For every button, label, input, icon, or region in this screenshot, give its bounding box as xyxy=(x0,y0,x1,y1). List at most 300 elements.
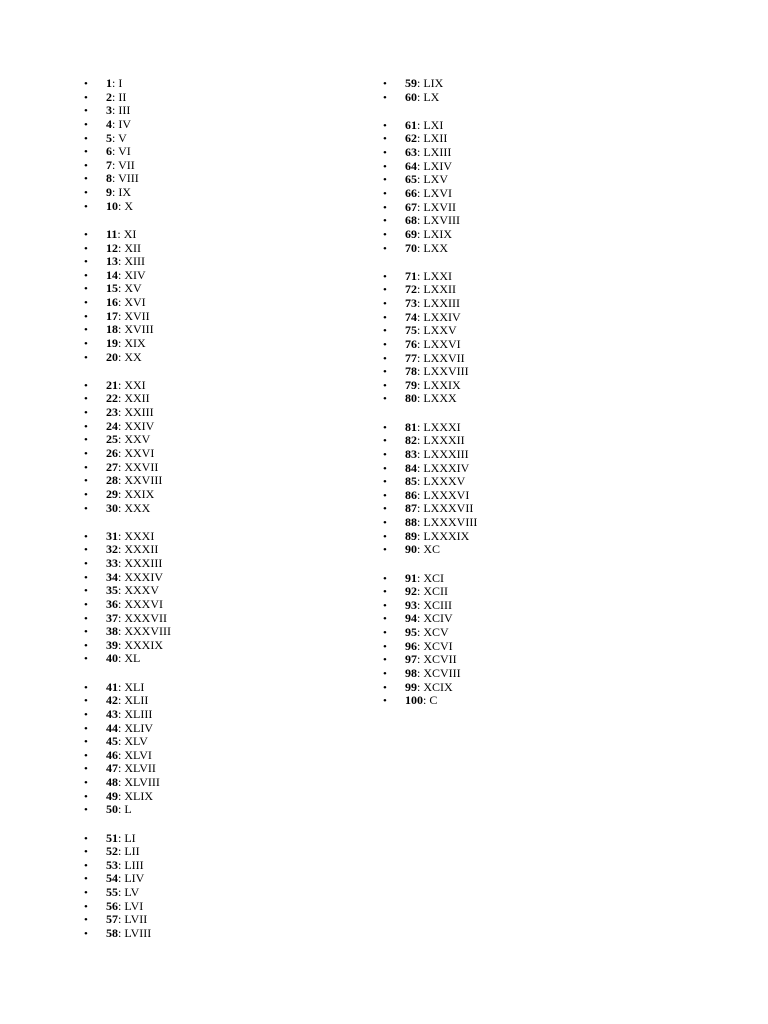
roman-numeral: XCVI xyxy=(423,638,453,653)
separator: : xyxy=(118,596,125,611)
roman-numeral: XXV xyxy=(124,432,151,447)
roman-numeral: LXXXI xyxy=(423,419,461,434)
separator: : xyxy=(118,295,125,310)
separator: : xyxy=(118,583,125,598)
roman-numeral: LIX xyxy=(423,76,444,90)
arabic-number: 98 xyxy=(405,665,417,680)
roman-numeral: XXIV xyxy=(124,418,155,433)
numeral-list-item xyxy=(383,214,683,228)
numeral-group xyxy=(84,77,384,213)
numeral-list-item xyxy=(84,845,384,859)
arabic-number: 48 xyxy=(106,775,118,790)
arabic-number: 70 xyxy=(405,240,417,255)
numeral-list-item xyxy=(383,146,683,160)
arabic-number: 63 xyxy=(405,145,417,160)
separator: : xyxy=(118,844,125,859)
arabic-number: 96 xyxy=(405,638,417,653)
numeral-list-item xyxy=(84,900,384,914)
arabic-number: 85 xyxy=(405,474,417,489)
numeral-list-item xyxy=(383,392,683,406)
roman-numeral: LXXXVII xyxy=(423,501,474,516)
numeral-list-item xyxy=(383,462,683,476)
separator: : xyxy=(118,377,125,392)
bullet-icon: • xyxy=(383,640,387,653)
numeral-list-item xyxy=(383,640,683,654)
bullet-icon: • xyxy=(84,407,88,420)
separator: : xyxy=(118,459,125,474)
bullet-icon: • xyxy=(84,420,88,433)
bullet-icon: • xyxy=(84,790,88,803)
numeral-list-item xyxy=(84,762,384,776)
separator: : xyxy=(118,693,125,708)
roman-numeral: C xyxy=(429,693,438,708)
separator: : xyxy=(118,720,125,735)
numeral-list-item xyxy=(383,324,683,338)
roman-numeral: XXIII xyxy=(124,405,154,420)
arabic-number: 37 xyxy=(106,610,118,625)
roman-numeral: LXI xyxy=(423,117,444,132)
separator: : xyxy=(118,706,125,721)
arabic-number: 32 xyxy=(106,542,118,557)
arabic-number: 3 xyxy=(106,103,112,118)
bullet-icon: • xyxy=(84,626,88,639)
arabic-number: 64 xyxy=(405,158,417,173)
bullet-icon: • xyxy=(84,200,88,213)
bullet-icon: • xyxy=(84,91,88,104)
arabic-number: 20 xyxy=(106,349,118,364)
roman-numeral: XCIII xyxy=(423,597,453,612)
numeral-list-item xyxy=(84,803,384,817)
arabic-number: 65 xyxy=(405,172,417,187)
numeral-list-item xyxy=(383,434,683,448)
arabic-number: 17 xyxy=(106,308,118,323)
numeral-list-item xyxy=(84,722,384,736)
arabic-number: 43 xyxy=(106,706,118,721)
numeral-list-item xyxy=(84,502,384,516)
bullet-icon: • xyxy=(84,256,88,269)
numeral-list-item xyxy=(383,311,683,325)
numeral-list-item xyxy=(383,543,683,557)
numeral-group xyxy=(84,379,384,515)
bullet-icon: • xyxy=(84,159,88,172)
bullet-icon: • xyxy=(383,215,387,228)
separator: : xyxy=(118,528,125,543)
roman-numeral: XCV xyxy=(423,625,449,640)
arabic-number: 58 xyxy=(106,926,118,941)
numeral-list-item xyxy=(84,681,384,695)
roman-numeral: LXIII xyxy=(423,145,452,160)
numeral-list-item xyxy=(84,310,384,324)
numeral-list-item xyxy=(383,201,683,215)
separator: : xyxy=(118,926,125,941)
roman-numeral: II xyxy=(118,89,127,104)
arabic-number: 95 xyxy=(405,625,417,640)
roman-numeral: LXXXVIII xyxy=(423,515,478,530)
separator: : xyxy=(118,432,125,447)
numeral-group xyxy=(383,421,683,557)
separator: : xyxy=(118,569,125,584)
separator: : xyxy=(118,500,125,515)
numeral-list-item xyxy=(84,91,384,105)
bullet-icon: • xyxy=(84,598,88,611)
separator: : xyxy=(118,336,125,351)
separator: : xyxy=(417,199,424,214)
numeral-list-item xyxy=(84,474,384,488)
separator: : xyxy=(417,391,424,406)
numeral-list-item xyxy=(84,255,384,269)
bullet-icon: • xyxy=(84,900,88,913)
numeral-list-item xyxy=(383,421,683,435)
numeral-list-item xyxy=(84,749,384,763)
roman-numeral: XXXIII xyxy=(124,556,163,570)
numeral-list-item xyxy=(84,392,384,406)
roman-numeral: LXV xyxy=(423,172,449,187)
bullet-icon: • xyxy=(383,627,387,640)
roman-numeral: XII xyxy=(124,240,142,255)
bullet-icon: • xyxy=(84,914,88,927)
arabic-number: 66 xyxy=(405,185,417,200)
bullet-icon: • xyxy=(383,91,387,104)
roman-numeral: LXXVII xyxy=(423,350,465,365)
separator: : xyxy=(417,611,424,626)
roman-numeral: XXXVIII xyxy=(124,624,171,639)
roman-numeral: LXX xyxy=(423,240,449,255)
arabic-number: 92 xyxy=(405,584,417,599)
arabic-number: 35 xyxy=(106,583,118,598)
numeral-group xyxy=(383,77,683,104)
separator: : xyxy=(118,322,125,337)
separator: : xyxy=(417,638,424,653)
roman-numeral: XXXIX xyxy=(124,637,164,652)
separator: : xyxy=(112,144,119,159)
bullet-icon: • xyxy=(383,352,387,365)
numeral-list-item xyxy=(84,913,384,927)
separator: : xyxy=(417,446,424,461)
arabic-number: 38 xyxy=(106,624,118,639)
bullet-icon: • xyxy=(84,461,88,474)
numeral-list-item xyxy=(84,145,384,159)
arabic-number: 81 xyxy=(405,419,417,434)
roman-numeral: XVIII xyxy=(124,322,154,337)
bullet-icon: • xyxy=(383,187,387,200)
separator: : xyxy=(417,570,424,585)
arabic-number: 26 xyxy=(106,446,118,461)
numeral-list-item xyxy=(383,502,683,516)
separator: : xyxy=(417,268,424,283)
bullet-icon: • xyxy=(84,488,88,501)
numeral-list-item xyxy=(84,530,384,544)
arabic-number: 62 xyxy=(405,131,417,146)
bullet-icon: • xyxy=(84,283,88,296)
numeral-list-item xyxy=(383,516,683,530)
numeral-list-item xyxy=(84,406,384,420)
bullet-icon: • xyxy=(84,695,88,708)
separator: : xyxy=(118,405,125,420)
numeral-list-item xyxy=(383,173,683,187)
roman-numeral: XXVI xyxy=(124,446,155,461)
separator: : xyxy=(417,528,424,543)
separator: : xyxy=(118,542,125,557)
roman-numeral: V xyxy=(118,130,127,145)
bullet-icon: • xyxy=(84,777,88,790)
arabic-number: 78 xyxy=(405,364,417,379)
bullet-icon: • xyxy=(84,530,88,543)
arabic-number: 99 xyxy=(405,679,417,694)
separator: : xyxy=(112,171,119,186)
roman-numeral: LXXXIV xyxy=(423,460,470,475)
separator: : xyxy=(417,117,424,132)
arabic-number: 84 xyxy=(405,460,417,475)
numeral-list-item xyxy=(84,242,384,256)
numeral-list-item xyxy=(84,269,384,283)
arabic-number: 59 xyxy=(405,76,417,90)
roman-numeral: LXVII xyxy=(423,199,456,214)
arabic-number: 18 xyxy=(106,322,118,337)
arabic-number: 51 xyxy=(106,830,118,845)
numeral-list-item xyxy=(383,681,683,695)
numeral-list-item xyxy=(84,832,384,846)
bullet-icon: • xyxy=(84,763,88,776)
arabic-number: 16 xyxy=(106,295,118,310)
roman-numeral: XIII xyxy=(124,254,145,269)
numeral-list-item xyxy=(383,91,683,105)
arabic-number: 11 xyxy=(106,226,118,241)
separator: : xyxy=(417,433,424,448)
separator: : xyxy=(417,419,424,434)
arabic-number: 4 xyxy=(106,116,112,131)
roman-numeral: XLVI xyxy=(124,747,152,762)
bullet-icon: • xyxy=(383,681,387,694)
numeral-list-item xyxy=(84,323,384,337)
roman-numeral: LXXXIII xyxy=(423,446,469,461)
numeral-list-item xyxy=(84,694,384,708)
roman-numeral: XI xyxy=(123,226,137,241)
arabic-number: 27 xyxy=(106,459,118,474)
bullet-icon: • xyxy=(383,599,387,612)
arabic-number: 28 xyxy=(106,473,118,488)
roman-numeral: IX xyxy=(118,185,132,200)
separator: : xyxy=(417,542,424,557)
numeral-list-item xyxy=(84,104,384,118)
bullet-icon: • xyxy=(84,269,88,282)
bullet-icon: • xyxy=(383,297,387,310)
separator: : xyxy=(118,624,125,639)
separator: : xyxy=(118,898,125,913)
bullet-icon: • xyxy=(383,133,387,146)
roman-numeral: LVII xyxy=(124,912,148,927)
arabic-number: 71 xyxy=(405,268,417,283)
arabic-number: 29 xyxy=(106,486,118,501)
bullet-icon: • xyxy=(84,749,88,762)
arabic-number: 9 xyxy=(106,185,112,200)
bullet-icon: • xyxy=(84,173,88,186)
numeral-list-item xyxy=(84,172,384,186)
separator: : xyxy=(118,788,125,803)
numeral-list-item xyxy=(84,872,384,886)
bullet-icon: • xyxy=(84,585,88,598)
numeral-list-item xyxy=(84,543,384,557)
arabic-number: 76 xyxy=(405,336,417,351)
arabic-number: 7 xyxy=(106,157,112,172)
arabic-number: 34 xyxy=(106,569,118,584)
arabic-number: 80 xyxy=(405,391,417,406)
bullet-icon: • xyxy=(84,297,88,310)
roman-numeral: LII xyxy=(124,844,140,859)
arabic-number: 74 xyxy=(405,309,417,324)
roman-numeral: XLII xyxy=(124,693,149,708)
roman-numeral: XLVIII xyxy=(124,775,160,790)
numeral-list-item xyxy=(383,572,683,586)
bullet-icon: • xyxy=(84,132,88,145)
arabic-number: 87 xyxy=(405,501,417,516)
roman-numeral: XVII xyxy=(124,308,150,323)
bullet-icon: • xyxy=(383,284,387,297)
roman-numeral: LXVIII xyxy=(423,213,460,228)
numeral-group xyxy=(383,270,683,406)
separator: : xyxy=(118,254,125,269)
roman-numeral: XXXV xyxy=(124,583,160,598)
numeral-list-item xyxy=(383,612,683,626)
numeral-list-item xyxy=(84,186,384,200)
roman-numeral: XCVII xyxy=(423,652,457,667)
bullet-icon: • xyxy=(383,586,387,599)
arabic-number: 36 xyxy=(106,596,118,611)
roman-numeral: LX xyxy=(423,89,440,104)
bullet-icon: • xyxy=(383,695,387,708)
separator: : xyxy=(112,103,119,118)
bullet-icon: • xyxy=(383,119,387,132)
bullet-icon: • xyxy=(383,174,387,187)
arabic-number: 73 xyxy=(405,295,417,310)
arabic-number: 91 xyxy=(405,570,417,585)
bullet-icon: • xyxy=(383,448,387,461)
separator: : xyxy=(118,473,125,488)
roman-numeral: LXVI xyxy=(423,185,453,200)
roman-numeral: XV xyxy=(124,281,142,296)
separator: : xyxy=(417,172,424,187)
separator: : xyxy=(118,679,125,694)
numeral-list-item xyxy=(383,667,683,681)
roman-numeral: XIX xyxy=(124,336,146,351)
arabic-number: 13 xyxy=(106,254,118,269)
bullet-icon: • xyxy=(84,448,88,461)
separator: : xyxy=(417,364,424,379)
separator: : xyxy=(118,761,125,776)
bullet-icon: • xyxy=(383,311,387,324)
numeral-list-item xyxy=(383,653,683,667)
separator: : xyxy=(417,679,424,694)
arabic-number: 57 xyxy=(106,912,118,927)
numeral-list-item xyxy=(84,77,384,91)
separator: : xyxy=(118,308,125,323)
numeral-list-item xyxy=(84,282,384,296)
roman-numeral: LXXII xyxy=(423,282,456,297)
numeral-list-item xyxy=(383,270,683,284)
roman-numeral: LXXXIX xyxy=(423,528,470,543)
numeral-list-item xyxy=(383,379,683,393)
numeral-list-item xyxy=(84,433,384,447)
separator: : xyxy=(417,213,424,228)
separator: : xyxy=(118,885,125,900)
bullet-icon: • xyxy=(383,338,387,351)
numeral-list-item xyxy=(383,626,683,640)
separator: : xyxy=(118,486,125,501)
arabic-number: 93 xyxy=(405,597,417,612)
numeral-list-item xyxy=(84,927,384,941)
bullet-icon: • xyxy=(383,489,387,502)
arabic-number: 56 xyxy=(106,898,118,913)
roman-numeral: XXII xyxy=(124,391,150,406)
arabic-number: 33 xyxy=(106,556,118,570)
bullet-icon: • xyxy=(84,887,88,900)
roman-numeral: XCI xyxy=(423,570,445,585)
bullet-icon: • xyxy=(383,530,387,543)
separator: : xyxy=(417,226,424,241)
arabic-number: 50 xyxy=(106,802,118,817)
numeral-list-item xyxy=(84,612,384,626)
bullet-icon: • xyxy=(383,476,387,489)
bullet-icon: • xyxy=(84,393,88,406)
arabic-number: 55 xyxy=(106,885,118,900)
numeral-list-left-column xyxy=(84,77,384,955)
roman-numeral: LXXIV xyxy=(423,309,461,324)
arabic-number: 67 xyxy=(405,199,417,214)
bullet-icon: • xyxy=(84,846,88,859)
numeral-list-item xyxy=(84,859,384,873)
roman-numeral: LXXXII xyxy=(423,433,465,448)
roman-numeral: LVIII xyxy=(124,926,152,941)
separator: : xyxy=(112,89,119,104)
arabic-number: 49 xyxy=(106,788,118,803)
roman-numeral: III xyxy=(118,103,131,118)
bullet-icon: • xyxy=(383,160,387,173)
roman-numeral: X xyxy=(124,198,134,213)
roman-numeral: XLI xyxy=(124,679,145,694)
bullet-icon: • xyxy=(383,366,387,379)
bullet-icon: • xyxy=(383,613,387,626)
roman-numeral: IV xyxy=(118,116,132,131)
bullet-icon: • xyxy=(84,832,88,845)
bullet-icon: • xyxy=(84,558,88,570)
separator: : xyxy=(118,651,125,666)
roman-numeral: VI xyxy=(118,144,131,159)
numeral-list-item xyxy=(383,283,683,297)
roman-numeral: XXXVI xyxy=(124,596,164,611)
roman-numeral: LI xyxy=(124,830,136,845)
bullet-icon: • xyxy=(84,928,88,941)
arabic-number: 68 xyxy=(405,213,417,228)
numeral-list-item xyxy=(84,159,384,173)
bullet-icon: • xyxy=(84,324,88,337)
arabic-number: 82 xyxy=(405,433,417,448)
roman-numeral: LXXIII xyxy=(423,295,460,310)
separator: : xyxy=(417,336,424,351)
arabic-number: 12 xyxy=(106,240,118,255)
roman-numeral: XXXVII xyxy=(124,610,167,625)
roman-numeral: LXXXV xyxy=(423,474,466,489)
roman-numeral: XXXIV xyxy=(124,569,164,584)
roman-numeral: LVI xyxy=(124,898,144,913)
separator: : xyxy=(118,747,125,762)
numeral-list-item xyxy=(84,708,384,722)
arabic-number: 19 xyxy=(106,336,118,351)
arabic-number: 75 xyxy=(405,323,417,338)
separator: : xyxy=(417,584,424,599)
roman-numeral: XC xyxy=(423,542,441,557)
bullet-icon: • xyxy=(84,722,88,735)
bullet-icon: • xyxy=(84,502,88,515)
numeral-list-item xyxy=(84,488,384,502)
